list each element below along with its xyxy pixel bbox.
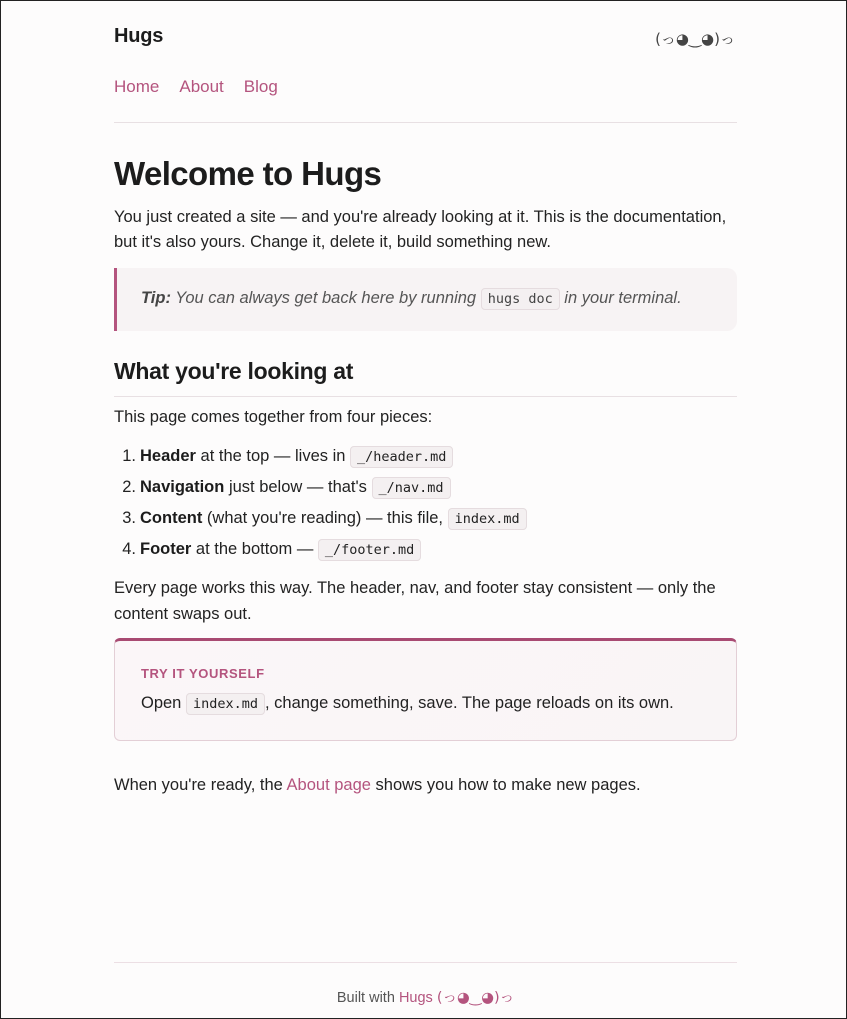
intro-paragraph: You just created a site — and you're already looking at it. This is the documentation, but it's also yours. Change it, delete it, build something new. [114,208,727,251]
list-item-title: Navigation [140,478,225,496]
tip-text-before: You can always get back here by running [170,289,481,307]
list-item-code: index.md [448,508,527,530]
list-number: 4. [122,540,136,558]
list-item-title: Footer [140,540,192,558]
list-item-code: _/header.md [350,446,453,468]
nav-divider [114,122,737,123]
tip-text [141,289,682,308]
tip-text-after: in your terminal. [559,289,682,307]
list-number: 3. [122,509,136,527]
list-item [114,444,527,475]
nav-home-link[interactable]: Home [114,77,160,96]
list-item-text: at the top — lives in [195,447,351,465]
list-item-code: _/footer.md [318,539,421,561]
list-item-text: just below — that's [224,478,372,496]
list-item [114,506,527,537]
list-item-title: Header [140,447,196,465]
callout-text [141,694,674,713]
pieces-list [114,444,527,568]
nav-blog-link[interactable]: Blog [243,77,278,96]
callout-code: index.md [186,693,265,715]
about-page-link[interactable]: About page [286,776,371,794]
outro-text-before: When you're ready, the [114,776,287,794]
footer-prefix: Built with [336,990,399,1006]
outro-paragraph [114,773,641,797]
callout-label: TRY IT YOURSELF [141,666,265,681]
list-item [114,475,527,506]
callout-text-after: , change something, save. The page reloads on its own. [264,694,674,712]
footer-kaomoji-icon: (っ◕‿◕)っ [436,990,515,1006]
outro-text-after: shows you how to make new pages. [370,776,641,794]
list-item-code: _/nav.md [372,477,451,499]
tip-code: hugs doc [481,288,560,310]
page-title: Welcome to Hugs [114,155,382,192]
site-footer [114,986,737,1007]
site-header [114,25,737,53]
hug-kaomoji-icon: (っ◕‿◕)っ [655,30,735,48]
nav-about-link[interactable]: About [179,77,224,96]
list-number: 2. [122,478,136,496]
footer-divider [114,962,737,963]
consistency-paragraph: Every page works this way. The header, nav, and footer stay consistent — only the content swaps out. [114,579,716,623]
list-item-text: at the bottom — [191,540,318,558]
footer-link-text: Hugs [398,990,433,1006]
list-item-title: Content [140,509,203,527]
list-item-text: (what you're reading) — this file, [202,509,448,527]
section-divider [114,396,737,397]
list-number: 1. [122,447,136,465]
pieces-lead: This page comes together from four pieces: [114,408,433,426]
try-it-callout [114,638,737,741]
site-title[interactable]: Hugs [114,25,164,47]
tip-blockquote [114,268,737,331]
section-heading: What you're looking at [114,358,354,384]
main-nav [114,77,298,97]
tip-label: Tip: [141,289,171,307]
footer-hugs-link[interactable] [399,990,514,1006]
list-item [114,537,527,568]
callout-text-before: Open [141,694,186,712]
